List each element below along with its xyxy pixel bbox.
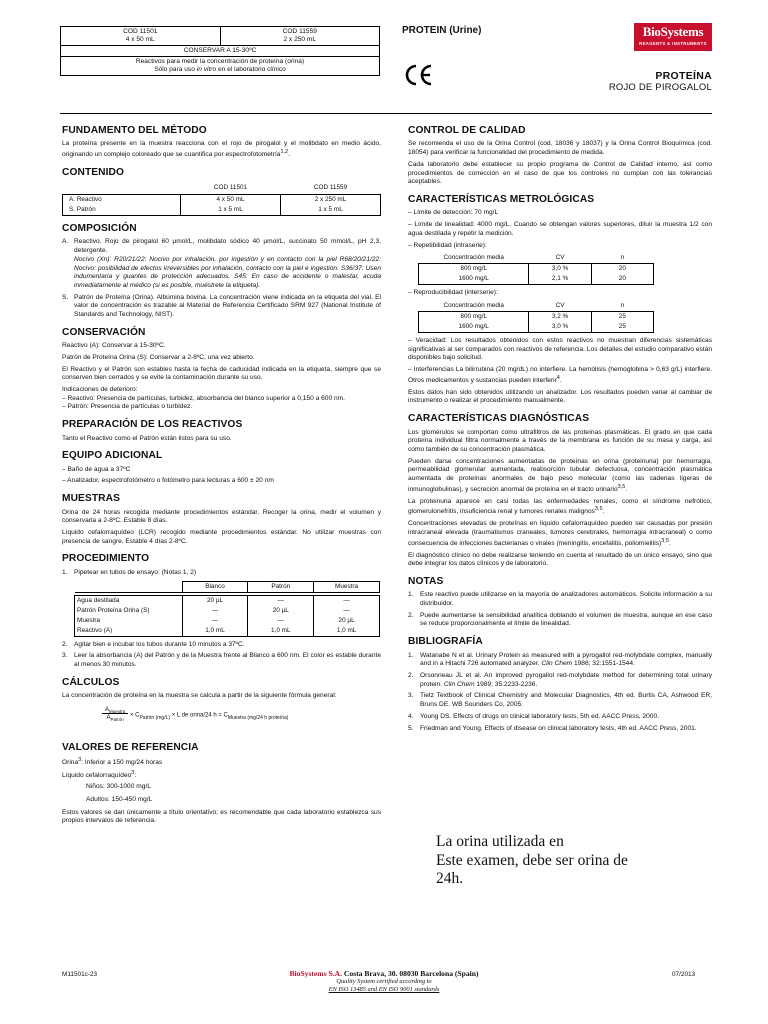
ce-mark-icon	[404, 63, 434, 87]
composition-item-a: A. Reactivo. Rojo de pirogalol 60 µmol/L, molibdato sódico 40 µmol/L, succinato 50 mmol/L, pH 2,3, detergente. Nocivo (Xn): R20/21/22: Nocivo por inhalación, por ingestión y en contacto con la piel R68/20/21/22: Nocivo: posibilidad de efectos irreversibles por inhalación, contacto con la piel e ingestión. S36/37: Usen indumentaria y guantes de protección adecuados. S45: En caso de accidente o malestar, acuda inmediatamente al médico (si es posible, muéstrele la etiqueta).	[62, 238, 381, 289]
procedure-table: Blanco Patrón Muestra Agua destilada 20 µL — — Patrón Proteína Orina (S) — 20 µL — Muestra — — 20 µL Reactivo (A) 1,0 mL 1,0 mL 1,0 mL	[74, 581, 380, 637]
section-title-calculos: CÁLCULOS	[62, 676, 120, 688]
section-title-composicion: COMPOSICIÓN	[62, 223, 137, 234]
section-title-preparacion: PREPARACIÓN DE LOS REACTIVOS	[62, 419, 243, 431]
storage-cell: CONSERVAR A 15-30ºC	[61, 45, 380, 56]
equipment-item: – Analizador, espectrofotómetro o fotómetro para lecturas a 600 ± 20 nm	[62, 477, 274, 485]
document-code: M11501c-23	[62, 971, 98, 978]
calculation-formula: $\frac{A_{Muestra}}{A_{Patrón}} \times C_{Patrón (mg/L)} \times L$ de orina/24 $h = C_{Muestra (mg/24 h proteína)}$	[102, 707, 381, 733]
company-footer: BioSystems S.A. Costa Brava, 30. 08030 Barcelona (Spain) Quality System certified according to EN ISO 13485 and EN ISO 9001 standards	[289, 969, 479, 993]
reference-note: Estos valores se dan únicamente a título orientativo; es recomendable que cada laboratorio establezca sus propios intervalos de referencia.	[62, 808, 381, 825]
bibliography-item-2: 2. Orsonneau JL et al. An improved pyrogallol red-molybdate method for determining total urinary protein. Clin Chem 1989; 35:2233-2236.	[408, 672, 712, 688]
trueness-text: – Veracidad: Los resultados obtenidos con estos reactivos no muestran diferencias sistemáticas significativas al ser comparados con reactivos de referencia. Los detalles del estudio comparativo están disponibles bajo solicitud.	[408, 336, 712, 362]
stability-text: El Reactivo y el Patrón son estables hasta la fecha de caducidad indicada en la etiqueta, siempre que se conserven bien cerrados y se evite la contaminación durante su uso.	[62, 365, 381, 382]
intended-use-cell: Reactivos para medir la concentración de proteína (orina) Sólo para uso in vitro en el laboratorio clínico	[61, 56, 380, 75]
document-title: PROTEÍNA	[655, 70, 712, 82]
biosystems-logo: BioSystems REAGENTS & INSTRUMENTS	[634, 23, 712, 51]
document-date: 07/2013	[672, 971, 696, 978]
reference-urine: Orina$^3$: Inferior a 150 mg/24 horas	[62, 757, 163, 767]
bibliography-item-3: 3. Tietz Textbook of Clinical Chemistry and Molecular Diagnostics, 4th ed. Burtis CA, Ashwood ER, Bruns DE. WB Sounders Co, 2005.	[408, 692, 712, 709]
procedure-step-3: 3. Leer la absorbancia (A) del Patrón y de la Muestra frente al Blanco a 600 nm. El color es estable durante al menos 30 minutos.	[62, 652, 381, 668]
diagnostic-text: Concentraciones elevadas de proteínas en líquido cefalorraquídeo pueden ser causadas por presión intracraneal elevada (traumatismos craneales, tumores cerebrales, hemorragia intracraneal) o como consecuencia de infecciones bacterianas o virales (meningitis, encefalitis, poliomielitis)$^{3,5}$.	[408, 520, 712, 547]
code-cell-right: COD 11559 2 x 250 mL	[220, 27, 380, 46]
equipment-item: – Baño de agua a 37ºC	[62, 465, 131, 473]
interferences-text: – Interferencias La bilirrubina (20 mg/dL) no interfiere. La hemólisis (hemoglobina > 0,63 g/L) interfiere. Otros medicamentos y sustancias pueden interferir$^4$.	[408, 366, 712, 384]
samples-urine: Orina de 24 horas recogida mediante procedimientos estándar. Recoger la orina, medir el volumen y conservarla a 2-8ºC. Estable 8 días.	[62, 508, 381, 525]
section-title-procedimiento: PROCEDIMIENTO	[62, 553, 150, 565]
bibliography-item-1: 1. Watanabe N et al. Urinary Protein as measured with a pyrogallol red-molybdate complex, manually and in a Hitachi 726 automated analyzer. Clin Chem 1986; 32:1551-1544.	[408, 651, 712, 668]
repeatability-table: Concentración media CV n 800 mg/L 3,0 % 20 1600 mg/L 2,1 % 20	[418, 253, 654, 285]
calculation-text: La concentración de proteína en la muestra se calcula a partir de la siguiente fórmula general:	[62, 692, 337, 700]
header-divider	[60, 113, 712, 114]
preparation-text: Tanto el Reactivo como el Patrón están listos para su uso.	[62, 434, 232, 442]
detection-limit: – Límite de detección: 70 mg/L	[408, 209, 499, 217]
note-item-2: 2. Puede aumentarse la sensibilidad analítica doblando el volumen de muestra, aunque en ese caso se reduce proporcionalmente el límite de linealidad.	[408, 611, 712, 628]
diagnostic-text: La proteinuria aparece en casi todas las enfermedades renales, como el síndrome nefrótico, glomerulonefritis, insuficiencia renal y tumores renales malignos$^{3,5}$.	[408, 497, 712, 516]
product-title: PROTEIN (Urine)	[402, 25, 482, 36]
reproducibility-title: – Reproducibilidad (interserie):	[408, 289, 498, 297]
section-title-muestras: MUESTRAS	[62, 493, 120, 505]
section-title-conservacion: CONSERVACIÓN	[62, 326, 146, 338]
quality-control-text: Se recomienda el uso de la Orina Control (cod. 18036 y 18037) y la Orina Control Bioquímica (cod. 18054) para verificar la funcionalidad del procedimiento de medida.	[408, 140, 712, 157]
section-title-control: CONTROL DE CALIDAD	[408, 125, 526, 136]
linearity-limit: – Límite de linealidad: 4000 mg/L. Cuando se obtengan valores superiores, diluir la muestra 1/2 con agua destilada y repetir la medición.	[408, 221, 712, 237]
quality-control-text: Cada laboratorio debe establecer su propio programa de Control de Calidad interno, así como procedimientos de corrección en el caso de que los controles no cumplan con las tolerancias aceptables.	[408, 160, 712, 186]
repeatability-title: – Repetibilidad (intraserie):	[408, 241, 487, 249]
left-column	[62, 124, 381, 829]
storage-standard: Patrón de Proteína Orina (S): Conservar a 2-8ºC, una vez abierto.	[62, 353, 255, 361]
reference-adults: Adultos: 150-450 mg/L	[86, 795, 153, 803]
procedure-step-1: 1. Pipetear en tubos de ensayo: (Notas 1, 2)	[62, 568, 197, 576]
deterioration-title: Indicaciones de deterioro:	[62, 386, 138, 394]
diagnostic-text: Pueden darse concentraciones aumentadas de proteínas en orina (proteinuria) por hemorragia, permeabilidad glomerular aumentada, reabsorción tubular defectuosa, concentración plasmática aumentada de proteínas anormales de bajo peso molecular (como las cadenas ligeras de inmunoglobulinas), y secreción anormal de proteína en el tracto urinario$^{3,5}$.	[408, 457, 712, 493]
composition-item-s: S. Patrón de Proteína (Orina). Albúmina bovina. La concentración viene indicada en la etiqueta del vial. El valor de concentración es trazable al Material de Referencia Certificado SRM 927 (National Institute of Standards and Technology, NIST).	[62, 293, 381, 319]
document-subtitle: ROJO DE PIROGALOL	[608, 82, 712, 93]
section-title-equipo: EQUIPO ADICIONAL	[62, 450, 163, 462]
product-code-table	[60, 26, 380, 76]
reference-children: Niños: 300-1000 mg/L	[86, 783, 151, 791]
bibliography-item-5: 5. Friedman and Young. Effects of disease on clinical laboratory tests, 4th ed. AACC Press, 2001.	[408, 724, 697, 732]
section-title-diagnosticas: CARACTERÍSTICAS DIAGNÓSTICAS	[408, 413, 590, 425]
reference-csf: Líquido cefalorraquídeo$^3$:	[62, 770, 137, 780]
section-title-contenido: CONTENIDO	[62, 167, 125, 179]
metrology-note: Estos datos han sido obtenidos utilizando un analizador. Los resultados pueden variar al cambiar de instrumento o realizar el procedimiento manualmente.	[408, 388, 712, 405]
contents-table: COD 11501 COD 11559 A. Reactivo 4 x 50 mL 2 x 250 mL S. Patrón 1 x 5 mL 1 x 5 mL	[62, 183, 381, 217]
diagnostic-text: El diagnóstico clínico no debe realizarse teniendo en cuenta el resultado de un único ensayo, sino que debe integrar los datos clínicos y de laboratorio.	[408, 551, 712, 568]
storage-reagent: Reactivo (A): Conservar a 15-30ºC.	[62, 342, 166, 350]
procedure-step-2: 2. Agitar bien e incubar los tubos durante 10 minutos a 37ºC.	[62, 640, 245, 648]
section-title-bibliografia: BIBLIOGRAFÍA	[408, 636, 483, 648]
section-title-fundamento: FUNDAMENTO DEL MÉTODO	[62, 125, 207, 136]
annotation-note: La orina utilizada en Este examen, debe ser orina de 24h.	[436, 833, 628, 888]
fundamento-text: La proteína presente en la muestra reacciona con el rojo de pirogalol y el molibdato en medio ácido, originando un complejo coloreado que se cuantifica por espectrofotometría$^{1,2}$.	[62, 140, 381, 159]
note-item-1: 1. Este reactivo puede utilizarse en la mayoría de analizadores automáticos. Solicite información a su distribuidor.	[408, 591, 712, 608]
bibliography-item-4: 4. Young DS. Effects of drugs on clinical laboratory tests, 5th ed. AACC Press, 2000.	[408, 712, 659, 720]
code-cell-left: COD 11501 4 x 50 mL	[61, 27, 221, 46]
section-title-valores: VALORES DE REFERENCIA	[62, 741, 199, 753]
deterioration-standard: – Patrón: Presencia de partículas o turbidez.	[62, 403, 193, 411]
section-title-notas: NOTAS	[408, 575, 444, 587]
deterioration-reagent: – Reactivo: Presencia de partículas, turbidez, absorbancia del blanco superior a 0,150 a 600 nm.	[62, 394, 345, 402]
section-title-metrologicas: CARACTERÍSTICAS METROLÓGICAS	[408, 193, 595, 205]
reproducibility-table: Concentración media CV n 800 mg/L 3,2 % 25 1600 mg/L 3,0 % 25	[418, 301, 654, 333]
samples-csf: Líquido cefalorraquídeo (LCR) recogido mediante procedimientos estándar. No utilizar muestras con presencia de sangre. Estable 4 días 2-8ºC.	[62, 529, 381, 545]
diagnostic-text: Los glomérulos se comportan como ultrafiltros de las proteínas plasmáticas. El grado en que cada proteína individual filtra normalmente a través de la membrana es función de su masa y carga, así como también de su concentración plasmática.	[408, 428, 712, 453]
right-column	[408, 124, 712, 736]
